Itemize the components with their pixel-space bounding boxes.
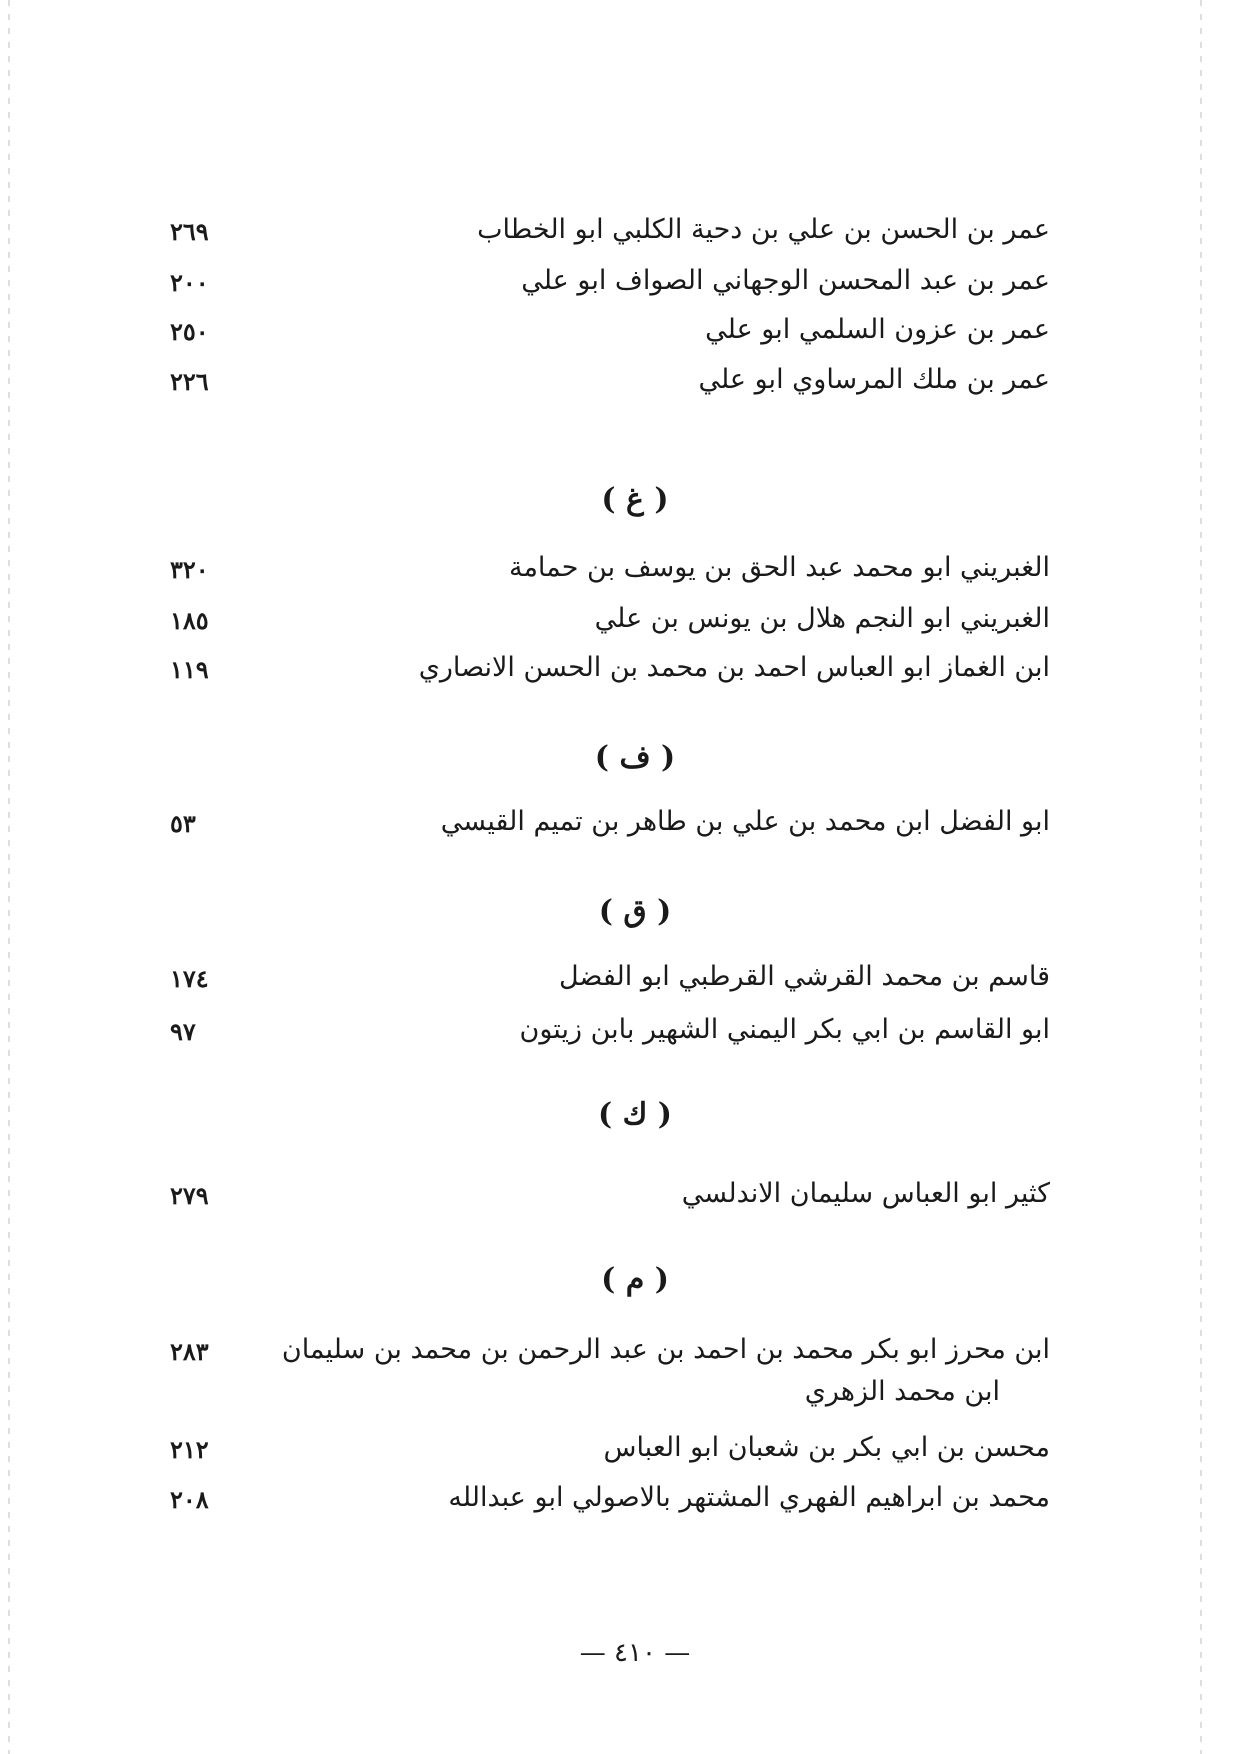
index-entry [170,646,1050,690]
index-entry [170,597,1050,641]
entry-name: ابو الفضل ابن محمد بن علي بن طاهر بن تميم القيسي [440,806,1050,837]
entry-name: عمر بن الحسن بن علي بن دحية الكلبي ابو الخطاب [477,214,1050,245]
index-entry [170,358,1050,402]
entry-name: عمر بن عبد المحسن الوجهاني الصواف ابو علي [521,265,1050,296]
entry-name: عمر بن عزون السلمي ابو علي [705,314,1050,345]
index-entry [170,955,1050,999]
entry-page-number: ١١٩ [170,655,209,684]
scan-edge-left [8,0,10,1754]
entry-name: الغبريني ابو النجم هلال بن يونس بن علي [594,603,1050,634]
scan-edge-right [1200,0,1202,1754]
index-entry [170,546,1050,590]
entry-name: ابو القاسم بن ابي بكر اليمني الشهير بابن زيتون [519,1014,1050,1045]
entry-name-continuation: ابن محمد الزهري [804,1376,1000,1407]
entry-name: الغبريني ابو محمد عبد الحق بن يوسف بن حمامة [508,552,1050,583]
index-entry [170,1426,1050,1470]
entry-page-number: ١٧٤ [170,964,209,993]
entry-page-number: ٢٦٩ [170,217,209,246]
index-entry [170,308,1050,352]
section-heading: ( ك ) [597,1097,672,1132]
entry-name: ابن محرز ابو بكر محمد بن احمد بن عبد الرحمن بن محمد بن سليمان [281,1334,1050,1365]
entry-page-number: ٢٢٦ [170,367,209,396]
entry-name: عمر بن ملك المرساوي ابو علي [698,364,1050,395]
index-entry [170,1172,1050,1216]
section-heading: ( م ) [601,1262,669,1297]
index-entry [170,1328,1050,1416]
page-number-footer: — ٤١٠ — [579,1638,691,1668]
entry-page-number: ٥٣ [170,809,196,838]
entry-name: محمد بن ابراهيم الفهري المشتهر بالاصولي ابو عبدالله [448,1482,1050,1513]
index-entry [170,800,1050,844]
entry-name: ابن الغماز ابو العباس احمد بن محمد بن الحسن الانصاري [418,652,1050,683]
entry-page-number: ٢٠٨ [170,1485,209,1514]
index-entry [170,208,1050,252]
section-heading: ( ف ) [594,740,676,775]
index-entry [170,259,1050,303]
entry-page-number: ١٨٥ [170,606,209,635]
entry-page-number: ٢٧٩ [170,1181,209,1210]
section-heading: ( غ ) [601,482,669,517]
entry-page-number: ٣٢٠ [170,555,209,584]
entry-page-number: ٢٠٠ [170,268,209,297]
entry-name: قاسم بن محمد القرشي القرطبي ابو الفضل [558,961,1050,992]
entry-page-number: ٩٧ [170,1017,196,1046]
section-heading: ( ق ) [598,894,672,929]
entry-page-number: ٢٨٣ [170,1337,209,1366]
entry-page-number: ٢٥٠ [170,317,209,346]
index-entry [170,1008,1050,1052]
entry-name: محسن بن ابي بكر بن شعبان ابو العباس [603,1432,1050,1463]
index-entry [170,1476,1050,1520]
entry-name: كثير ابو العباس سليمان الاندلسي [681,1178,1050,1209]
entry-page-number: ٢١٢ [170,1435,209,1464]
